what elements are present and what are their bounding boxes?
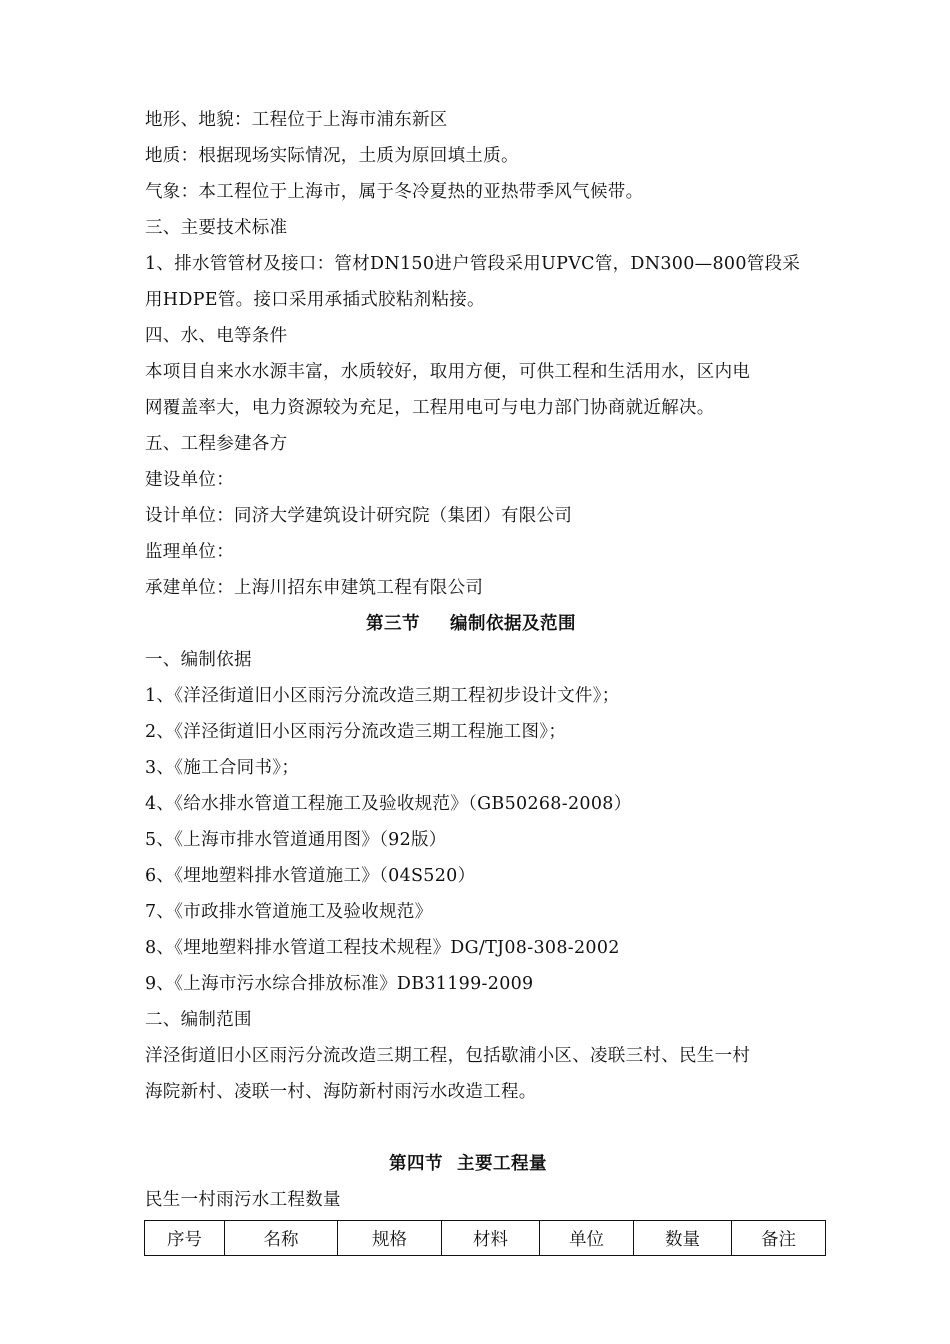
- party-contractor: 承建单位：上海川招东申建筑工程有限公司: [145, 578, 484, 598]
- section-3-title: 编制依据及范围: [450, 614, 576, 634]
- col-header-quantity: 数量: [634, 1221, 732, 1256]
- basis-item-3: 3、《施工合同书》；: [145, 758, 300, 778]
- section-3-heading: [366, 612, 576, 636]
- section-4-title: 主要工程量: [457, 1154, 547, 1174]
- paragraph-pipe-material-1: 1、排水管管材及接口：管材DN150进户管段采用UPVC管，DN300—800管段采: [145, 254, 801, 274]
- col-header-unit: 单位: [540, 1221, 634, 1256]
- section-3-number: 第三节: [366, 614, 420, 634]
- basis-item-2: 2、《洋泾街道旧小区雨污分流改造三期工程施工图》；: [145, 722, 567, 742]
- party-supervisor: 监理单位：: [145, 542, 234, 562]
- quantity-table: [144, 1220, 826, 1256]
- basis-item-5: 5、《上海市排水管道通用图》（92版）: [145, 830, 447, 850]
- basis-item-8: 8、《埋地塑料排水管道工程技术规程》DG/TJ08-308-2002: [145, 938, 620, 958]
- paragraph-utilities-1: 本项目自来水水源丰富，水质较好，取用方便，可供工程和生活用水，区内电: [145, 362, 751, 382]
- basis-item-9: 9、《上海市污水综合排放标准》DB31199-2009: [145, 974, 534, 994]
- scope-line-1: 洋泾街道旧小区雨污分流改造三期工程，包括歇浦小区、凌联三村、民生一村: [145, 1046, 751, 1066]
- paragraph-climate: 气象：本工程位于上海市，属于冬冷夏热的亚热带季风气候带。: [145, 182, 644, 202]
- party-designer: 设计单位：同济大学建筑设计研究院（集团）有限公司: [145, 506, 573, 526]
- col-header-index: 序号: [145, 1221, 225, 1256]
- heading-tech-standards: 三、主要技术标准: [145, 218, 288, 238]
- section-4-number: 第四节: [389, 1154, 443, 1174]
- basis-item-7: 7、《市政排水管道施工及验收规范》: [145, 902, 433, 922]
- heading-utilities: 四、水、电等条件: [145, 326, 288, 346]
- table-header-row: [145, 1221, 826, 1256]
- basis-heading: 一、编制依据: [145, 650, 252, 670]
- col-header-spec: 规格: [338, 1221, 442, 1256]
- paragraph-geology: 地质：根据现场实际情况，土质为原回填土质。: [145, 146, 519, 166]
- scope-heading: 二、编制范围: [145, 1010, 252, 1030]
- basis-item-1: 1、《洋泾街道旧小区雨污分流改造三期工程初步设计文件》；: [145, 686, 620, 706]
- table-caption: 民生一村雨污水工程数量: [145, 1190, 341, 1210]
- paragraph-utilities-2: 网覆盖率大，电力资源较为充足，工程用电可与电力部门协商就近解决。: [145, 398, 715, 418]
- basis-item-6: 6、《埋地塑料排水管道施工》（04S520）: [145, 866, 476, 886]
- section-4-heading: [389, 1152, 547, 1176]
- party-owner: 建设单位：: [145, 470, 234, 490]
- basis-item-4: 4、《给水排水管道工程施工及验收规范》（GB50268-2008）: [145, 794, 632, 814]
- paragraph-pipe-material-2: 用HDPE管。接口采用承插式胶粘剂粘接。: [145, 290, 485, 310]
- col-header-material: 材料: [442, 1221, 540, 1256]
- scope-line-2: 海院新村、凌联一村、海防新村雨污水改造工程。: [145, 1082, 537, 1102]
- col-header-remarks: 备注: [732, 1221, 826, 1256]
- heading-parties: 五、工程参建各方: [145, 434, 288, 454]
- col-header-name: 名称: [225, 1221, 338, 1256]
- paragraph-terrain: 地形、地貌：工程位于上海市浦东新区: [145, 110, 448, 130]
